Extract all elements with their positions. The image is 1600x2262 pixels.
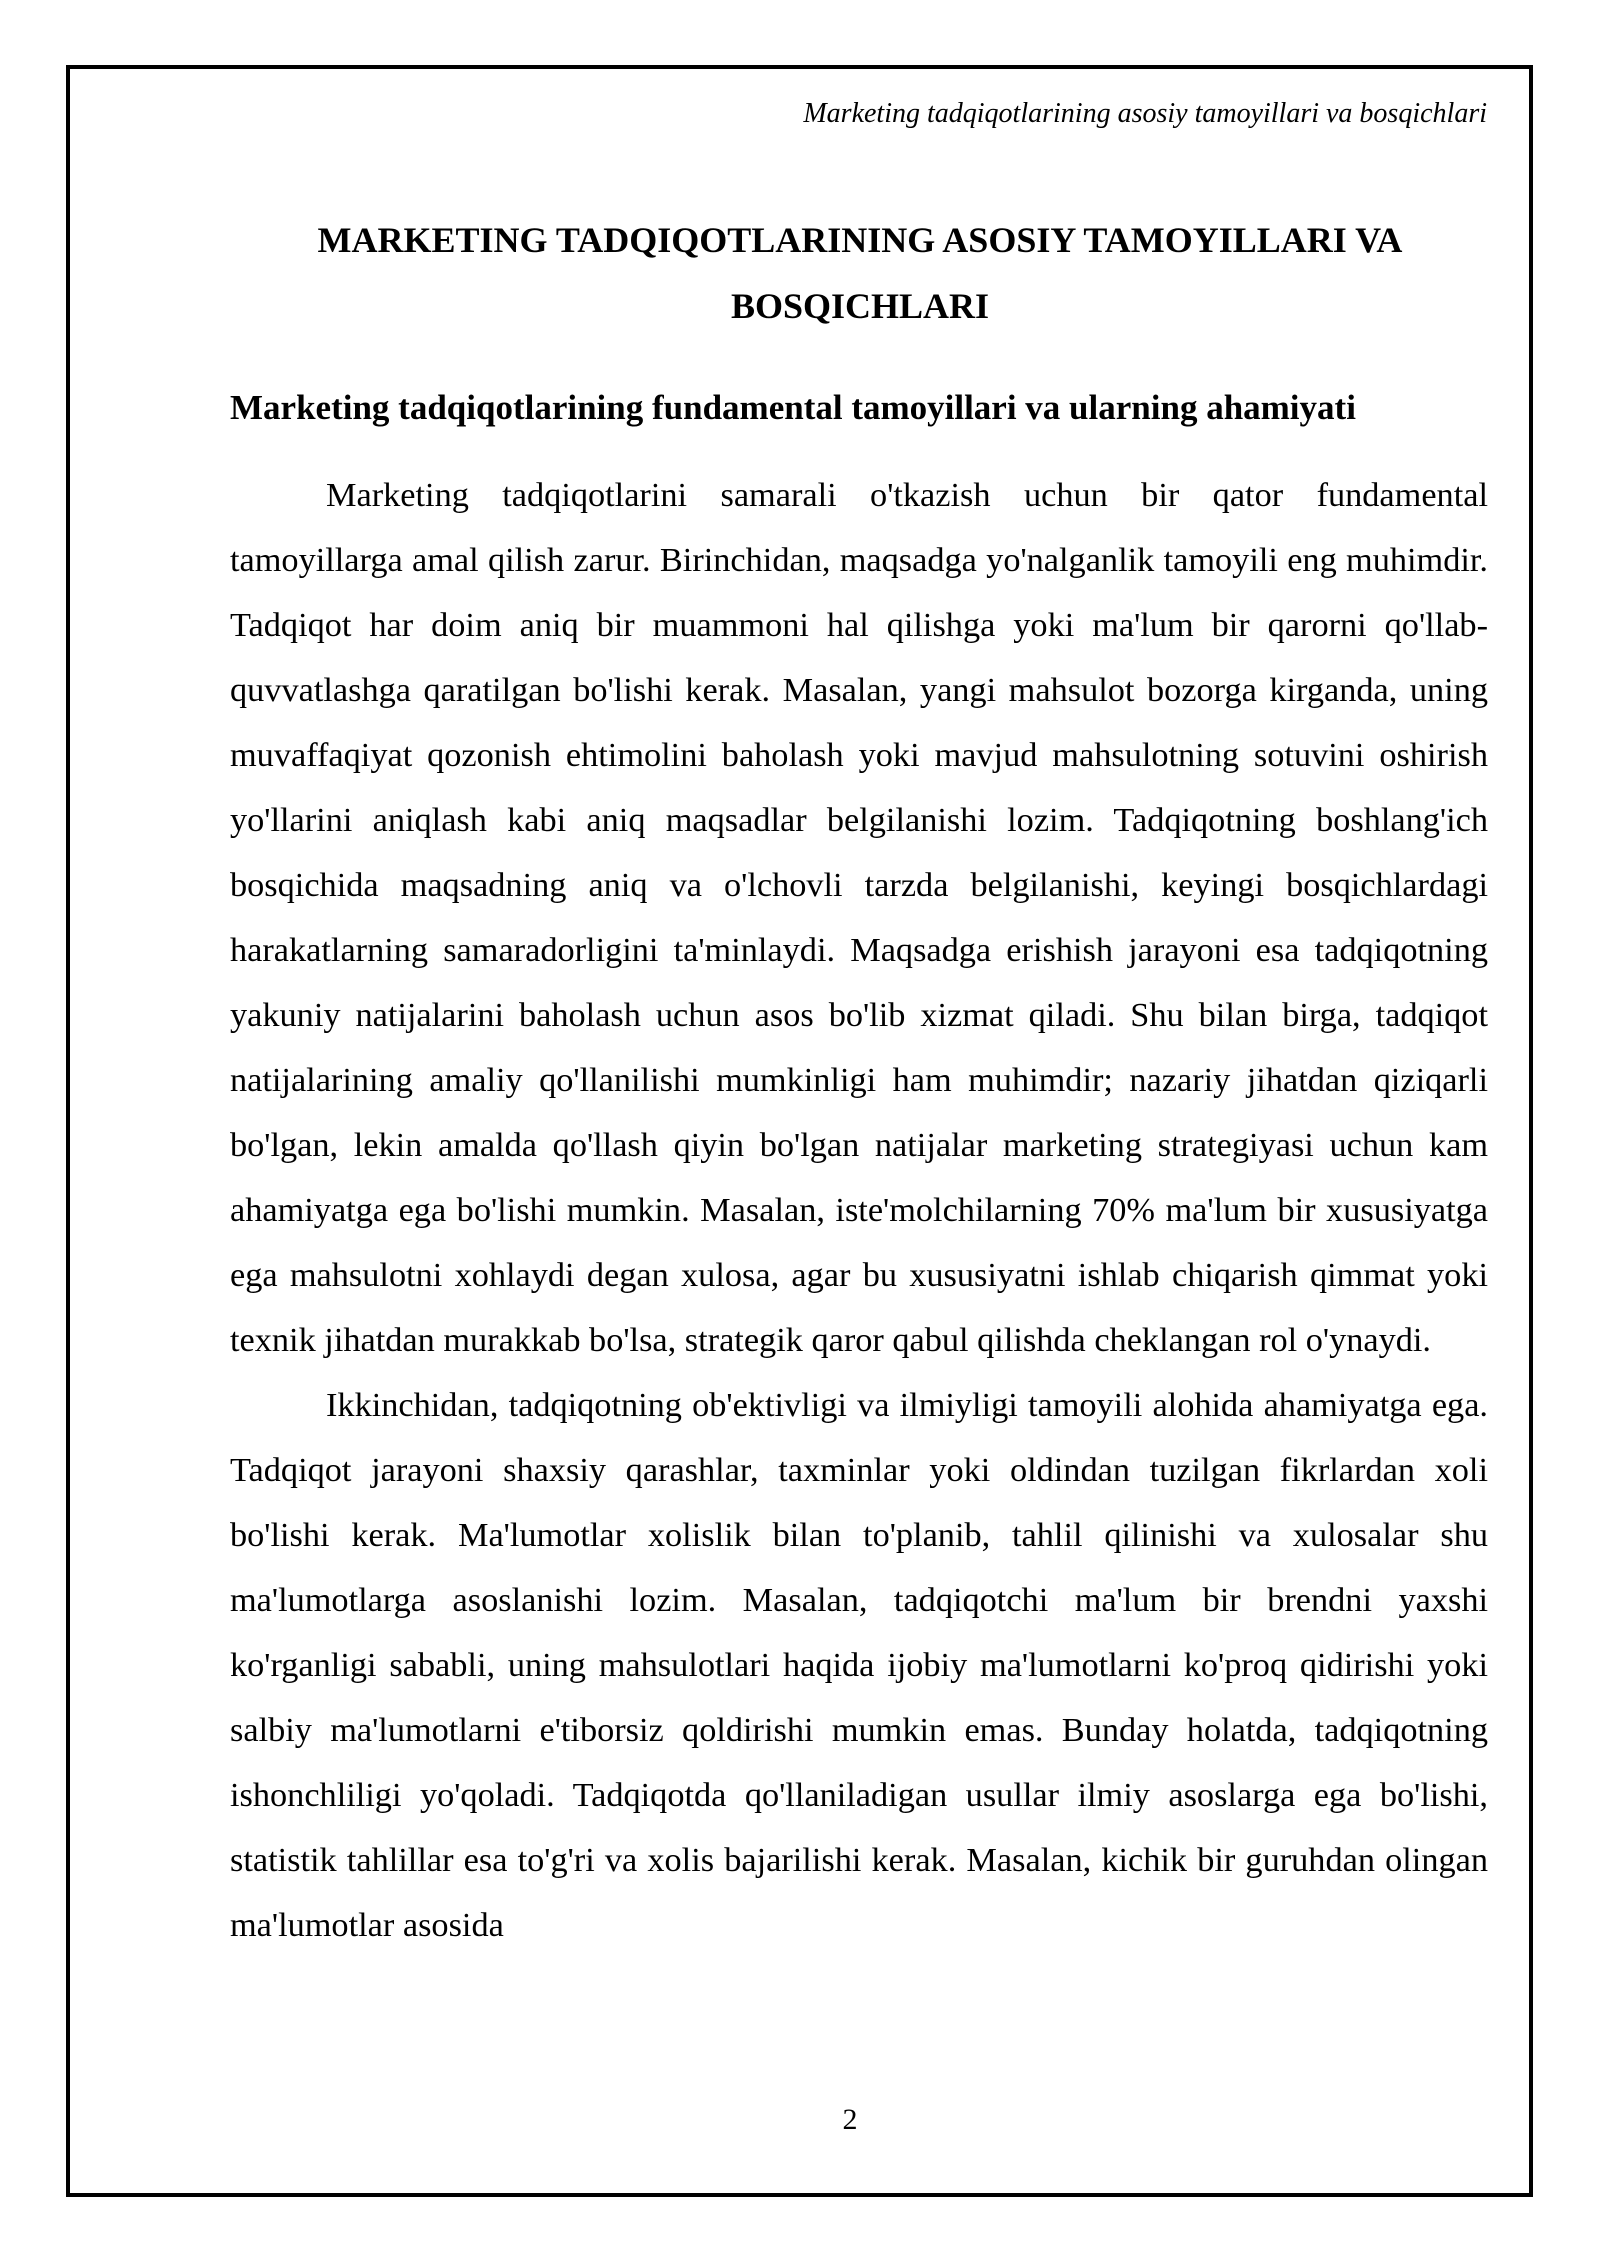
paragraph-1: Marketing tadqiqotlarini samarali o'tkazish uchun bir qator fundamental tamoyillarga amal qilish zarur. Birinchidan, maqsadga yo'nalganlik tamoyili eng muhimdir. Tadqiqot har doim aniq bir muammoni hal qilishga yoki ma'lum bir qarorni qo'llab-quvvatlashga qaratilgan bo'lishi kerak. Masalan, yangi mahsulot bozorga kirganda, uning muvaffaqiyat qozonish ehtimolini baholash yoki mavjud mahsulotning sotuvini oshirish yo'llarini aniqlash kabi aniq maqsadlar belgilanishi lozim. Tadqiqotning boshlang'ich bosqichida maqsadning aniq va o'lchovli tarzda belgilanishi, keyingi bosqichlardagi harakatlarning samaradorligini ta'minlaydi. Maqsadga erishish jarayoni esa tadqiqotning yakuniy natijalarini baholash uchun asos bo'lib xizmat qiladi. Shu bilan birga, tadqiqot natijalarining amaliy qo'llanilishi mumkinligi ham muhimdir; nazariy jihatdan qiziqarli bo'lgan, lekin amalda qo'llash qiyin bo'lgan natijalar marketing strategiyasi uchun kam ahamiyatga ega bo'lishi mumkin. Masalan, iste'molchilarning 70% ma'lum bir xususiyatga ega mahsulotni xohlaydi degan xulosa, agar bu xususiyatni ishlab chiqarish qimmat yoki texnik jihatdan murakkab bo'lsa, strategik qaror qabul qilishda cheklangan rol o'ynaydi.: [230, 476, 1488, 1359]
document-title: MARKETING TADQIQOTLARINING ASOSIY TAMOYILLARI VA BOSQICHLARI: [317, 220, 1403, 326]
section-heading: Marketing tadqiqotlarining fundamental tamoyillari va ularning ahamiyati: [230, 388, 1356, 427]
body-text: [230, 463, 1488, 1958]
paragraph-2: Ikkinchidan, tadqiqotning ob'ektivligi va ilmiyligi tamoyili alohida ahamiyatga ega. Tadqiqot jarayoni shaxsiy qarashlar, taxminlar yoki oldindan tuzilgan fikrlardan xoli bo'lishi kerak. Ma'lumotlar xolislik bilan to'planib, tahlil qilinishi va xulosalar shu ma'lumotlarga asoslanishi lozim. Masalan, tadqiqotchi ma'lum bir brendni yaxshi ko'rganligi sababli, uning mahsulotlari haqida ijobiy ma'lumotlarni ko'proq qidirishi yoki salbiy ma'lumotlarni e'tiborsiz qoldirishi mumkin emas. Bunday holatda, tadqiqotning ishonchliligi yo'qoladi. Tadqiqotda qo'llaniladigan usullar ilmiy asoslarga ega bo'lishi, statistik tahlillar esa to'g'ri va xolis bajarilishi kerak. Masalan, kichik bir guruhdan olingan ma'lumotlar asosida: [230, 1386, 1488, 1944]
running-header: Marketing tadqiqotlarining asosiy tamoyillari va bosqichlari: [803, 98, 1487, 129]
page-number: 2: [842, 2103, 858, 2136]
